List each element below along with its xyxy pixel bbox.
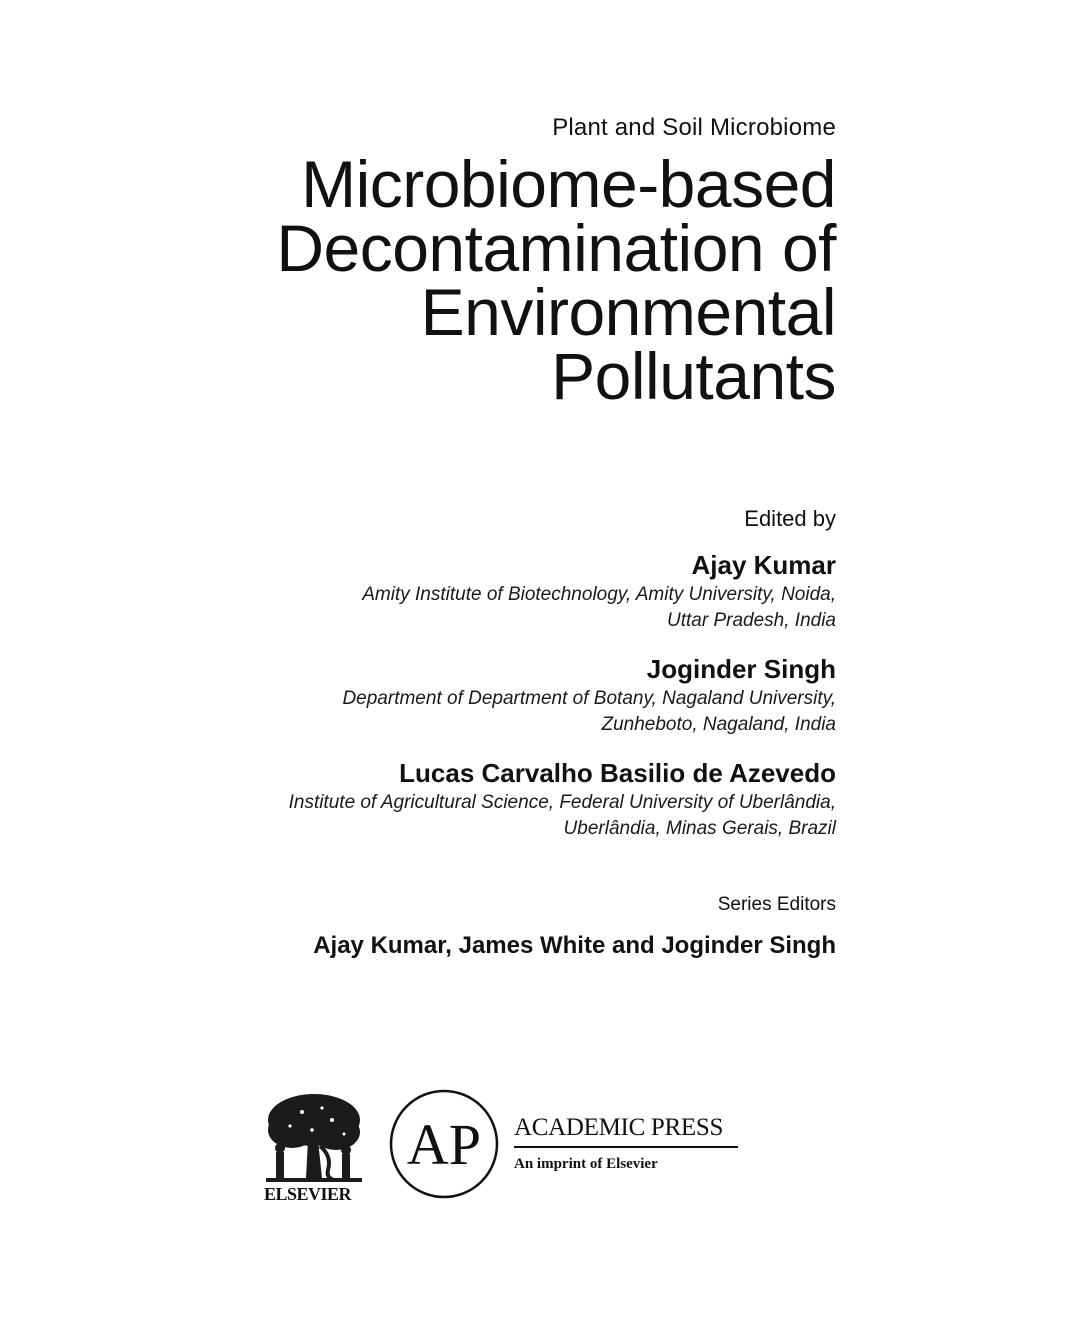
book-title-line-2: Decontamination of — [276, 211, 836, 285]
edited-by-label: Edited by — [744, 506, 836, 531]
academic-press-name: ACADEMIC PRESS — [514, 1114, 724, 1141]
book-title-line-1: Microbiome-based — [301, 147, 836, 221]
editor-name: Lucas Carvalho Basilio de Azevedo — [399, 758, 836, 788]
book-title-line-4: Pollutants — [551, 339, 836, 413]
editor-block-1 — [362, 548, 836, 634]
editor-affiliation-line: Institute of Agricultural Science, Federal University of Uberlândia, — [288, 792, 836, 813]
series-title: Plant and Soil Microbiome — [552, 114, 836, 141]
editor-affiliation-line: Amity Institute of Biotechnology, Amity University, Noida, — [362, 584, 836, 605]
ap-monogram: AP — [406, 1112, 482, 1177]
editor-affiliation-line: Department of Department of Botany, Nagaland University, — [342, 688, 836, 709]
imprint-line: An imprint of Elsevier — [514, 1156, 658, 1172]
editor-block-2 — [342, 652, 836, 738]
series-editors-names: Ajay Kumar, James White and Joginder Singh — [313, 932, 836, 959]
elsevier-wordmark: ELSEVIER — [264, 1184, 352, 1204]
editor-block-3 — [289, 756, 836, 842]
book-title — [276, 147, 836, 413]
book-title-line-3: Environmental — [420, 275, 836, 349]
editor-affiliation-line: Uttar Pradesh, India — [667, 610, 836, 631]
editor-name: Ajay Kumar — [691, 550, 836, 580]
editor-affiliation-line: Uberlândia, Minas Gerais, Brazil — [563, 818, 836, 839]
academic-press-ap-logo — [388, 1088, 500, 1200]
editor-affiliation-line: Zunheboto, Nagaland, India — [601, 714, 836, 735]
academic-press-divider — [514, 1146, 738, 1148]
series-editors-label: Series Editors — [717, 894, 836, 915]
editor-name: Joginder Singh — [646, 654, 836, 684]
